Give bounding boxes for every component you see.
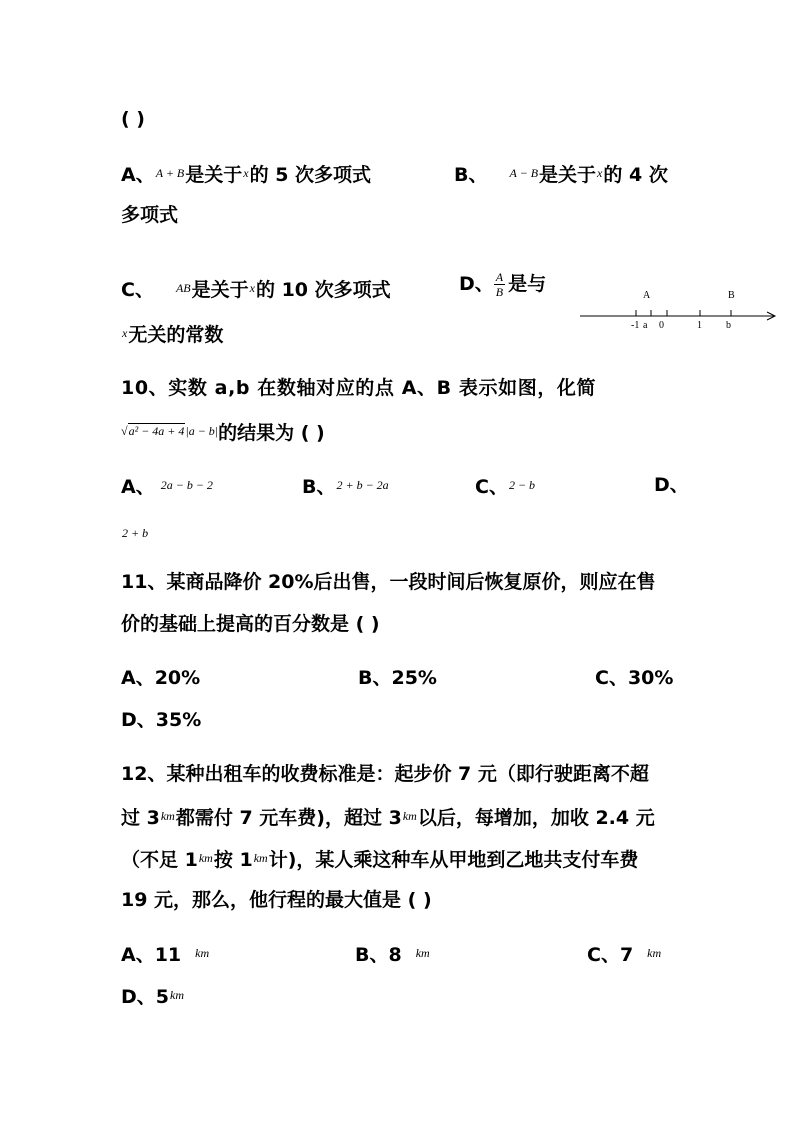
tick-label-one: 1 [697,320,702,331]
number-line-figure [578,284,780,332]
q12-option-b-unit: km [415,946,430,960]
q12-stem-line1: 12、某种出租车的收费标准是：起步价 7 元（即行驶距离不超 [121,763,649,785]
q9-option-a-expr: A + B [155,166,185,180]
q9-option-d-var: x [122,326,128,340]
q10-option-d [654,472,689,498]
q10-stem-line2 [121,418,325,444]
q9-option-d [459,260,546,308]
q9-option-b [454,160,668,186]
point-label-b: B [728,290,735,301]
q12-line3-part-b: 按 1 [213,849,253,871]
point-label-a: A [643,290,651,301]
q12-line2-part-a: 过 3 [121,807,160,829]
q12-line3-part-c: 计)，某人乘这种车从甲地到乙地共支付车费 [268,849,639,871]
q12-line2-unit-1: km [160,809,175,823]
q9-option-d-continued [121,320,223,346]
q12-stem-line4: 19 元，那么，他行程的最大值是 ( ) [121,889,432,911]
q9-option-a-text2: 的 5 次多项式 [249,164,372,186]
q9-option-d-text: 是与 [508,273,547,295]
tick-label-b: b [726,320,731,331]
q12-option-b [355,940,431,966]
tick-label-a: a [643,320,648,331]
q12-option-d-unit: km [170,988,184,1002]
q11-option-a: A、20% [121,667,201,689]
q9-option-d-fraction [494,270,505,299]
fraction-numerator: A [495,270,504,284]
q9-option-a-text: 是关于 [185,164,243,186]
q9-option-c [121,275,391,301]
q12-option-b-label: B、8 [355,944,402,966]
q10-option-c-expr: 2 − b [508,478,536,492]
q10-option-a-expr: 2a − b − 2 [160,478,213,492]
q10-radical: √a² − 4a + 4|a − b| [121,424,219,438]
q9-option-b-expr: A − B [509,166,539,180]
q9-option-b-text2: 的 4 次 [603,164,668,186]
q9-option-b-var: x [597,166,603,180]
q9-option-c-expr: AB [175,281,191,295]
q11-stem-line2: 价的基础上提高的百分数是 ( ) [121,613,380,635]
q10-stem-suffix: 的结果为 ( ) [218,422,325,444]
q12-option-a [121,940,210,966]
q10-option-b-expr: 2 + b − 2a [336,478,389,492]
q12-line2-part-c: 以后，每增加，加收 2.4 元 [417,807,655,829]
q12-line3-unit-2: km [253,851,268,865]
q10-abs-value: |a − b| [185,424,219,438]
q9-option-b-label: B、 [454,164,488,186]
q12-line2-part-b: 都需付 7 元车费)，超过 3 [175,807,402,829]
fraction-denominator: B [495,285,504,299]
q12-option-a-label: A、11 [121,944,182,966]
q11-option-d: D、35% [121,709,202,731]
q9-option-b-continued: 多项式 [121,204,179,226]
q12-stem-line3 [121,845,638,871]
q12-option-c [587,940,662,966]
q9-option-c-text2: 的 10 次多项式 [255,279,391,301]
q12-line3-part-a: （不足 1 [121,849,198,871]
q9-option-b-text: 是关于 [539,164,597,186]
q9-option-c-label: C、 [121,279,154,301]
q11-option-c: C、30% [595,667,674,689]
q10-option-d-label: D、 [654,474,689,496]
q12-option-c-label: C、7 [587,944,634,966]
q9-option-c-var: x [249,281,255,295]
q10-option-c-label: C、 [475,476,508,498]
q12-option-a-unit: km [195,946,210,960]
q10-option-c [475,472,536,498]
q12-stem-line2 [121,803,655,829]
q10-option-a-label: A、 [121,476,155,498]
q11-option-b: B、25% [358,667,437,689]
q12-line2-unit-2: km [402,809,417,823]
q12-option-d [121,982,185,1008]
q11-stem-line1: 11、某商品降价 20%后出售，一段时间后恢复原价，则应在售 [121,571,656,593]
q10-radicand: a² − 4a + 4 [128,424,185,438]
q9-answer-paren: ( ) [121,108,145,130]
q9-option-c-text: 是关于 [191,279,249,301]
q9-option-a [121,160,371,186]
q10-option-a [121,472,214,498]
q10-option-d-expr-line [121,520,149,546]
q10-option-b [302,472,390,498]
q9-option-a-label: A、 [121,164,155,186]
q9-option-d-text2: 无关的常数 [128,324,224,346]
q10-stem-line1: 10、实数 a,b 在数轴对应的点 A、B 表示如图，化简 [121,377,597,399]
q9-option-a-var: x [243,166,249,180]
q10-option-b-label: B、 [302,476,336,498]
q12-line3-unit-1: km [198,851,213,865]
q10-option-d-expr: 2 + b [122,526,149,540]
q12-option-c-unit: km [647,946,662,960]
q12-option-d-label: D、5 [121,986,169,1008]
q9-option-d-label: D、 [459,273,494,295]
tick-label-zero: 0 [659,320,664,331]
tick-label-minus-one: -1 [631,320,640,331]
